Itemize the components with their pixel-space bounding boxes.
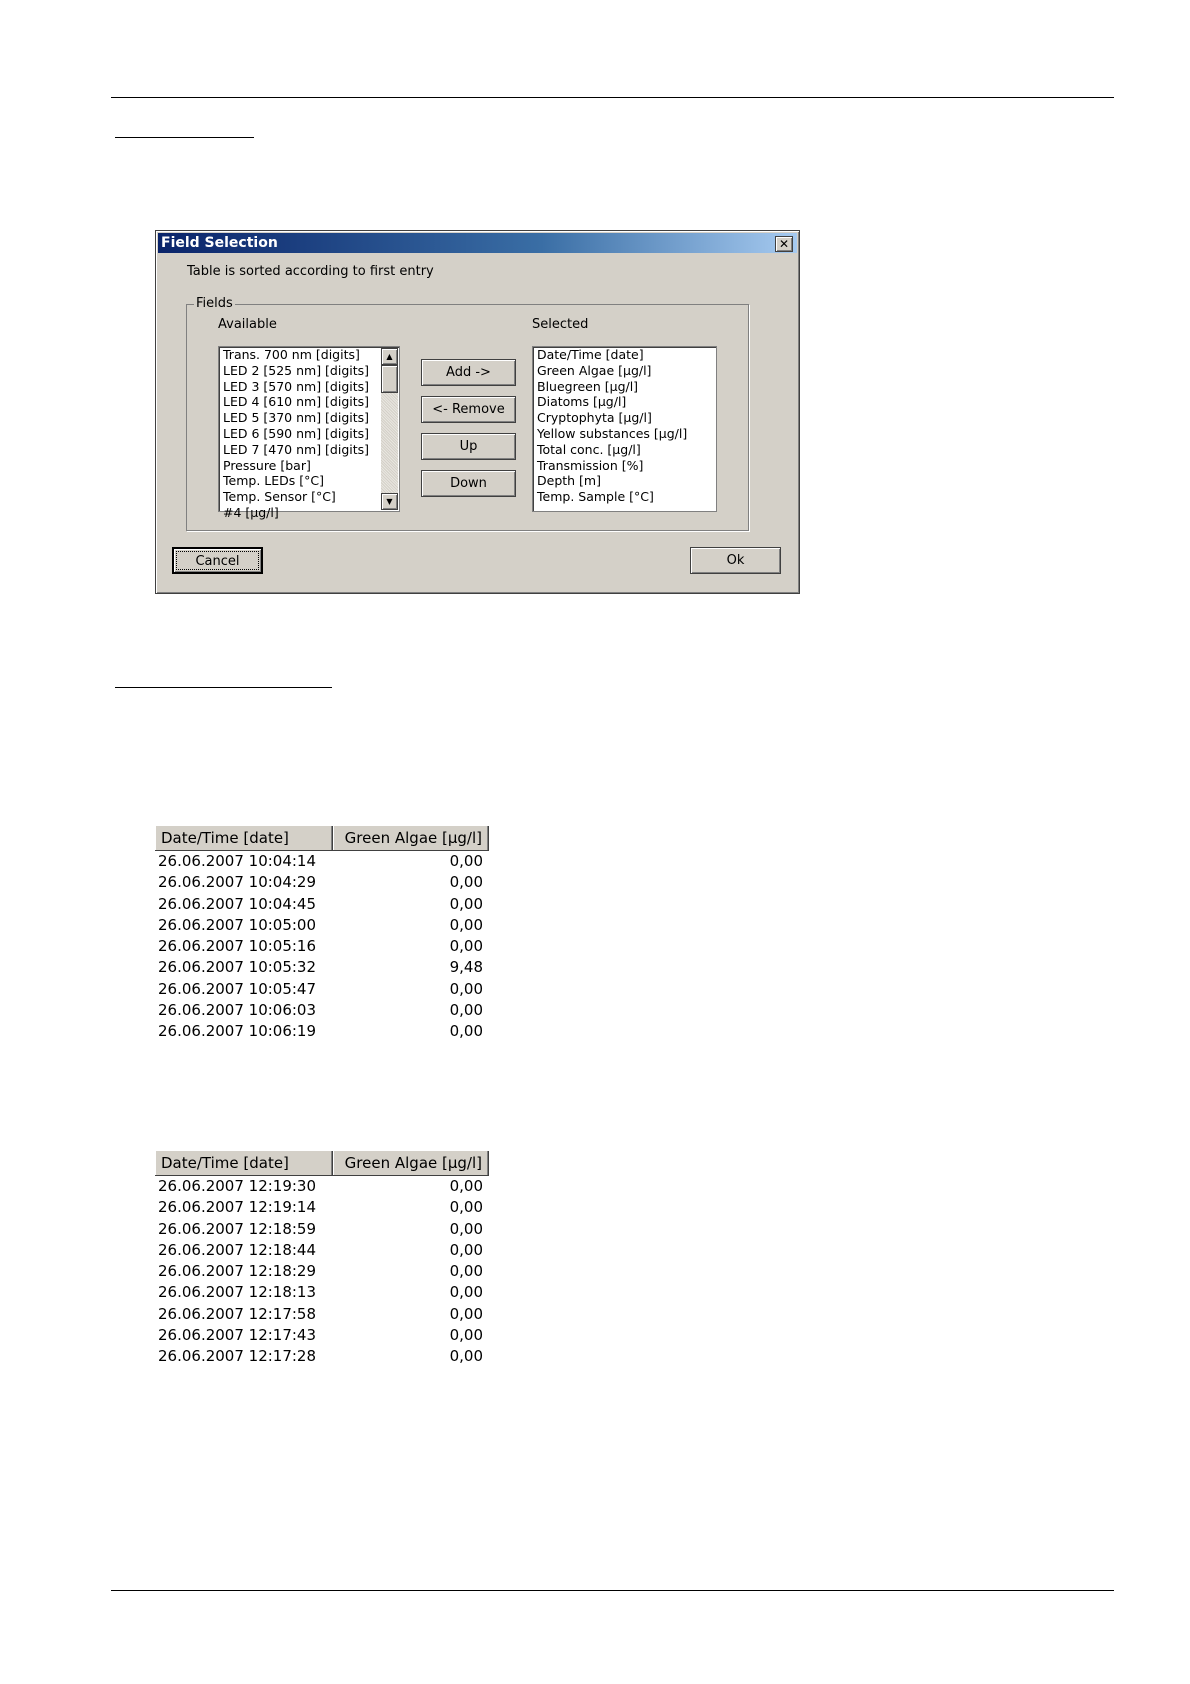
list-item[interactable]: Depth [m] bbox=[537, 473, 601, 489]
table-row bbox=[155, 979, 489, 1000]
list-item[interactable]: Transmission [%] bbox=[537, 457, 644, 473]
footer-rule bbox=[111, 1590, 1114, 1591]
cell-datetime: 26.06.2007 12:17:28 bbox=[158, 1347, 317, 1366]
list-item[interactable]: Temp. LEDs [°C] bbox=[223, 473, 324, 489]
list-item[interactable]: Yellow substances [µg/l] bbox=[537, 425, 688, 441]
cell-green-algae: 0,00 bbox=[449, 1240, 483, 1259]
arrow-down-icon: ▼ bbox=[386, 497, 393, 506]
cell-datetime: 26.06.2007 10:04:45 bbox=[158, 894, 317, 913]
table-row bbox=[155, 1261, 489, 1282]
cell-green-algae: 0,00 bbox=[449, 1219, 483, 1238]
list-item[interactable]: Trans. 700 nm [digits] bbox=[223, 347, 360, 362]
cell-datetime: 26.06.2007 10:05:16 bbox=[158, 937, 317, 956]
up-button[interactable]: Up bbox=[421, 433, 516, 460]
cell-datetime: 26.06.2007 12:18:59 bbox=[158, 1219, 317, 1238]
cell-green-algae: 0,00 bbox=[449, 937, 483, 956]
scroll-down-button[interactable] bbox=[381, 493, 398, 510]
list-item[interactable]: Date/Time [date] bbox=[537, 347, 644, 362]
list-item[interactable]: Temp. Sensor [°C] bbox=[223, 489, 336, 505]
table-row bbox=[155, 1282, 489, 1303]
column-header-datetime[interactable]: Date/Time [date] bbox=[155, 826, 333, 850]
table-row bbox=[155, 1000, 489, 1021]
table-row bbox=[155, 851, 489, 872]
cell-datetime: 26.06.2007 10:06:03 bbox=[158, 1001, 317, 1020]
column-header-green-algae[interactable]: Green Algae [µg/l] bbox=[333, 826, 489, 850]
cell-datetime: 26.06.2007 12:18:29 bbox=[158, 1262, 317, 1281]
dialog-titlebar[interactable] bbox=[158, 233, 797, 253]
cell-datetime: 26.06.2007 10:05:32 bbox=[158, 958, 317, 977]
cell-green-algae: 0,00 bbox=[449, 894, 483, 913]
selected-label: Selected bbox=[532, 317, 589, 332]
table-row bbox=[155, 1021, 489, 1042]
cell-datetime: 26.06.2007 10:06:19 bbox=[158, 1022, 317, 1041]
cell-datetime: 26.06.2007 12:19:14 bbox=[158, 1198, 317, 1217]
list-item[interactable]: Temp. Sample [°C] bbox=[537, 489, 654, 505]
cell-datetime: 26.06.2007 10:04:14 bbox=[158, 852, 317, 870]
cell-datetime: 26.06.2007 12:18:44 bbox=[158, 1240, 317, 1259]
list-item[interactable]: LED 5 [370 nm] [digits] bbox=[223, 410, 370, 426]
list-item[interactable]: #4 [µg/l] bbox=[223, 504, 279, 520]
cell-green-algae: 0,00 bbox=[449, 1198, 483, 1217]
list-item[interactable]: LED 4 [610 nm] [digits] bbox=[223, 394, 370, 410]
cell-green-algae: 0,00 bbox=[449, 1022, 483, 1041]
list-item[interactable]: LED 7 [470 nm] [digits] bbox=[223, 441, 370, 457]
fields-group-label: Fields bbox=[196, 296, 233, 311]
list-item[interactable]: Bluegreen [µg/l] bbox=[537, 378, 639, 394]
add-button[interactable]: Add -> bbox=[421, 359, 516, 386]
list-item[interactable]: Pressure [bar] bbox=[223, 457, 311, 473]
selected-fields-list[interactable] bbox=[532, 346, 717, 512]
sort-info-text: Table is sorted according to first entry bbox=[187, 264, 434, 279]
table-row bbox=[155, 1325, 489, 1346]
table-row bbox=[155, 915, 489, 936]
results-table-2 bbox=[155, 1150, 489, 1368]
cancel-button[interactable]: Cancel bbox=[172, 547, 263, 574]
field-selection-dialog bbox=[155, 230, 800, 594]
results-table-1 bbox=[155, 825, 489, 1043]
cell-green-algae: 9,48 bbox=[449, 958, 483, 977]
section-heading-underline-1 bbox=[115, 137, 254, 138]
list-item[interactable]: Total conc. [µg/l] bbox=[537, 441, 641, 457]
arrow-up-icon: ▲ bbox=[386, 352, 393, 361]
list-item[interactable]: Cryptophyta [µg/l] bbox=[537, 410, 652, 426]
available-label: Available bbox=[218, 317, 277, 332]
cell-datetime: 26.06.2007 12:18:13 bbox=[158, 1283, 317, 1302]
table-row bbox=[155, 872, 489, 893]
cell-green-algae: 0,00 bbox=[449, 873, 483, 892]
table-row bbox=[155, 894, 489, 915]
table-row bbox=[155, 1304, 489, 1325]
cell-green-algae: 0,00 bbox=[449, 1304, 483, 1323]
cell-datetime: 26.06.2007 10:05:00 bbox=[158, 915, 317, 934]
table-row bbox=[155, 1240, 489, 1261]
dialog-title: Field Selection bbox=[161, 235, 278, 251]
table-row bbox=[155, 1219, 489, 1240]
cell-green-algae: 0,00 bbox=[449, 1326, 483, 1345]
cell-datetime: 26.06.2007 12:17:58 bbox=[158, 1304, 317, 1323]
cell-green-algae: 0,00 bbox=[449, 852, 483, 870]
down-button[interactable]: Down bbox=[421, 470, 516, 497]
ok-button[interactable]: Ok bbox=[690, 547, 781, 574]
column-header-datetime[interactable]: Date/Time [date] bbox=[155, 1151, 333, 1175]
cell-datetime: 26.06.2007 10:05:47 bbox=[158, 979, 317, 998]
section-heading-underline-2 bbox=[115, 687, 332, 688]
table-row bbox=[155, 1346, 489, 1367]
list-item[interactable]: Green Algae [µg/l] bbox=[537, 362, 652, 378]
cell-green-algae: 0,00 bbox=[449, 1347, 483, 1366]
list-item[interactable]: Diatoms [µg/l] bbox=[537, 394, 627, 410]
header-rule bbox=[111, 97, 1114, 98]
table-row bbox=[155, 957, 489, 978]
table-header bbox=[155, 1150, 489, 1176]
scroll-up-button[interactable] bbox=[381, 348, 398, 365]
list-item[interactable]: LED 6 [590 nm] [digits] bbox=[223, 425, 370, 441]
cell-green-algae: 0,00 bbox=[449, 1177, 483, 1195]
table-row bbox=[155, 1197, 489, 1218]
cell-datetime: 26.06.2007 12:19:30 bbox=[158, 1177, 317, 1195]
cell-green-algae: 0,00 bbox=[449, 1001, 483, 1020]
close-icon: ✕ bbox=[778, 237, 790, 251]
table-row bbox=[155, 1176, 489, 1197]
scroll-thumb[interactable] bbox=[381, 365, 398, 393]
cell-green-algae: 0,00 bbox=[449, 979, 483, 998]
cell-green-algae: 0,00 bbox=[449, 1283, 483, 1302]
table-row bbox=[155, 936, 489, 957]
cell-green-algae: 0,00 bbox=[449, 915, 483, 934]
available-scrollbar[interactable] bbox=[381, 348, 398, 510]
cell-datetime: 26.06.2007 10:04:29 bbox=[158, 873, 317, 892]
available-fields-list[interactable] bbox=[218, 346, 400, 520]
cell-datetime: 26.06.2007 12:17:43 bbox=[158, 1326, 317, 1345]
list-item[interactable]: LED 2 [525 nm] [digits] bbox=[223, 362, 370, 378]
table-header bbox=[155, 825, 489, 851]
column-header-green-algae[interactable]: Green Algae [µg/l] bbox=[333, 1151, 489, 1175]
list-item[interactable]: LED 3 [570 nm] [digits] bbox=[223, 378, 370, 394]
cell-green-algae: 0,00 bbox=[449, 1262, 483, 1281]
remove-button[interactable]: <- Remove bbox=[421, 396, 516, 423]
close-button[interactable] bbox=[775, 236, 793, 252]
